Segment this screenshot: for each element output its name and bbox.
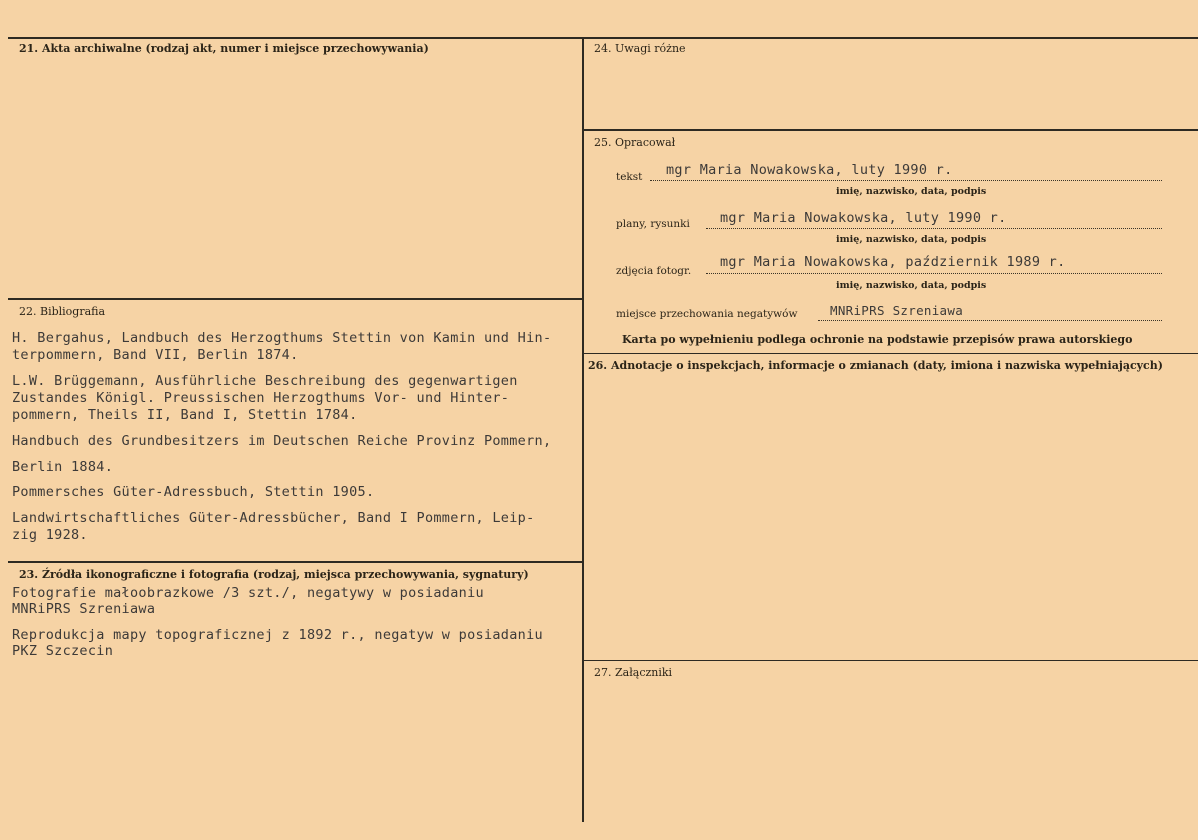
divider-21-22 [8, 298, 584, 300]
bibliography-line: Pommersches Güter-Adressbuch, Stettin 1905. [12, 484, 375, 500]
tekst-caption: imię, nazwisko, data, podpis [836, 186, 987, 197]
center-divider [582, 37, 584, 822]
zdjecia-dotted-line [706, 273, 1162, 274]
section-22-label: 22. Bibliografia [19, 305, 106, 318]
divider-26-27 [584, 660, 1198, 661]
zdjecia-value: mgr Maria Nowakowska, październik 1989 r. [720, 254, 1066, 270]
bibliography-line: zig 1928. [12, 527, 88, 543]
tekst-value: mgr Maria Nowakowska, luty 1990 r. [666, 162, 953, 178]
section-23-label: 23. Źródła ikonograficzne i fotografia (rodzaj, miejsca przechowywania, sygnatury) [19, 568, 529, 581]
section-24-label: 24. Uwagi różne [594, 42, 686, 55]
miejsce-dotted-line [818, 320, 1162, 321]
section-27-label: 27. Załączniki [594, 666, 673, 679]
iconography-line: Reprodukcja mapy topograficznej z 1892 r., negatyw w posiadaniu [12, 627, 543, 643]
tekst-label: tekst [616, 171, 643, 183]
section-25-label: 25. Opracował [594, 136, 676, 149]
bibliography-line: terpommern, Band VII, Berlin 1874. [12, 347, 299, 363]
miejsce-value: MNRiPRS Szreniawa [830, 303, 964, 318]
plany-dotted-line [706, 228, 1162, 229]
section-21-label: 21. Akta archiwalne (rodzaj akt, numer i miejsce przechowywania) [19, 42, 429, 55]
bibliography-line: Handbuch des Grundbesitzers im Deutschen Reiche Provinz Pommern, [12, 433, 552, 449]
plany-caption: imię, nazwisko, data, podpis [836, 234, 987, 245]
bibliography-line: Landwirtschaftliches Güter-Adressbücher, Band I Pommern, Leip- [12, 510, 535, 526]
section-26-label: 26. Adnotacje o inspekcjach, informacje o zmianach (daty, imiona i nazwiska wypełniających) [588, 359, 1163, 372]
divider-22-23 [8, 561, 584, 563]
divider-24-25 [584, 129, 1198, 131]
divider-25-26 [584, 353, 1198, 354]
plany-value: mgr Maria Nowakowska, luty 1990 r. [720, 210, 1007, 226]
bibliography-line: pommern, Theils II, Band I, Stettin 1784. [12, 407, 358, 423]
top-rule [8, 37, 1198, 39]
tekst-dotted-line [650, 180, 1162, 181]
iconography-line: MNRiPRS Szreniawa [12, 601, 156, 617]
bibliography-line: H. Bergahus, Landbuch des Herzogthums Stettin von Kamin und Hin- [12, 330, 552, 346]
zdjecia-caption: imię, nazwisko, data, podpis [836, 280, 987, 291]
bibliography-line: L.W. Brüggemann, Ausführliche Beschreibung des gegenwartigen [12, 373, 518, 389]
zdjecia-label: zdjęcia fotogr. [616, 265, 692, 277]
bibliography-line: Berlin 1884. [12, 459, 114, 475]
iconography-line: PKZ Szczecin [12, 643, 114, 659]
iconography-line: Fotografie małoobrazkowe /3 szt./, negatywy w posiadaniu [12, 585, 484, 601]
copyright-note: Karta po wypełnieniu podlega ochronie na podstawie przepisów prawa autorskiego [622, 333, 1133, 346]
miejsce-label: miejsce przechowania negatywów [616, 308, 798, 320]
plany-label: plany, rysunki [616, 218, 690, 230]
bibliography-line: Zustandes Königl. Preussischen Herzogthums Vor- und Hinter- [12, 390, 510, 406]
